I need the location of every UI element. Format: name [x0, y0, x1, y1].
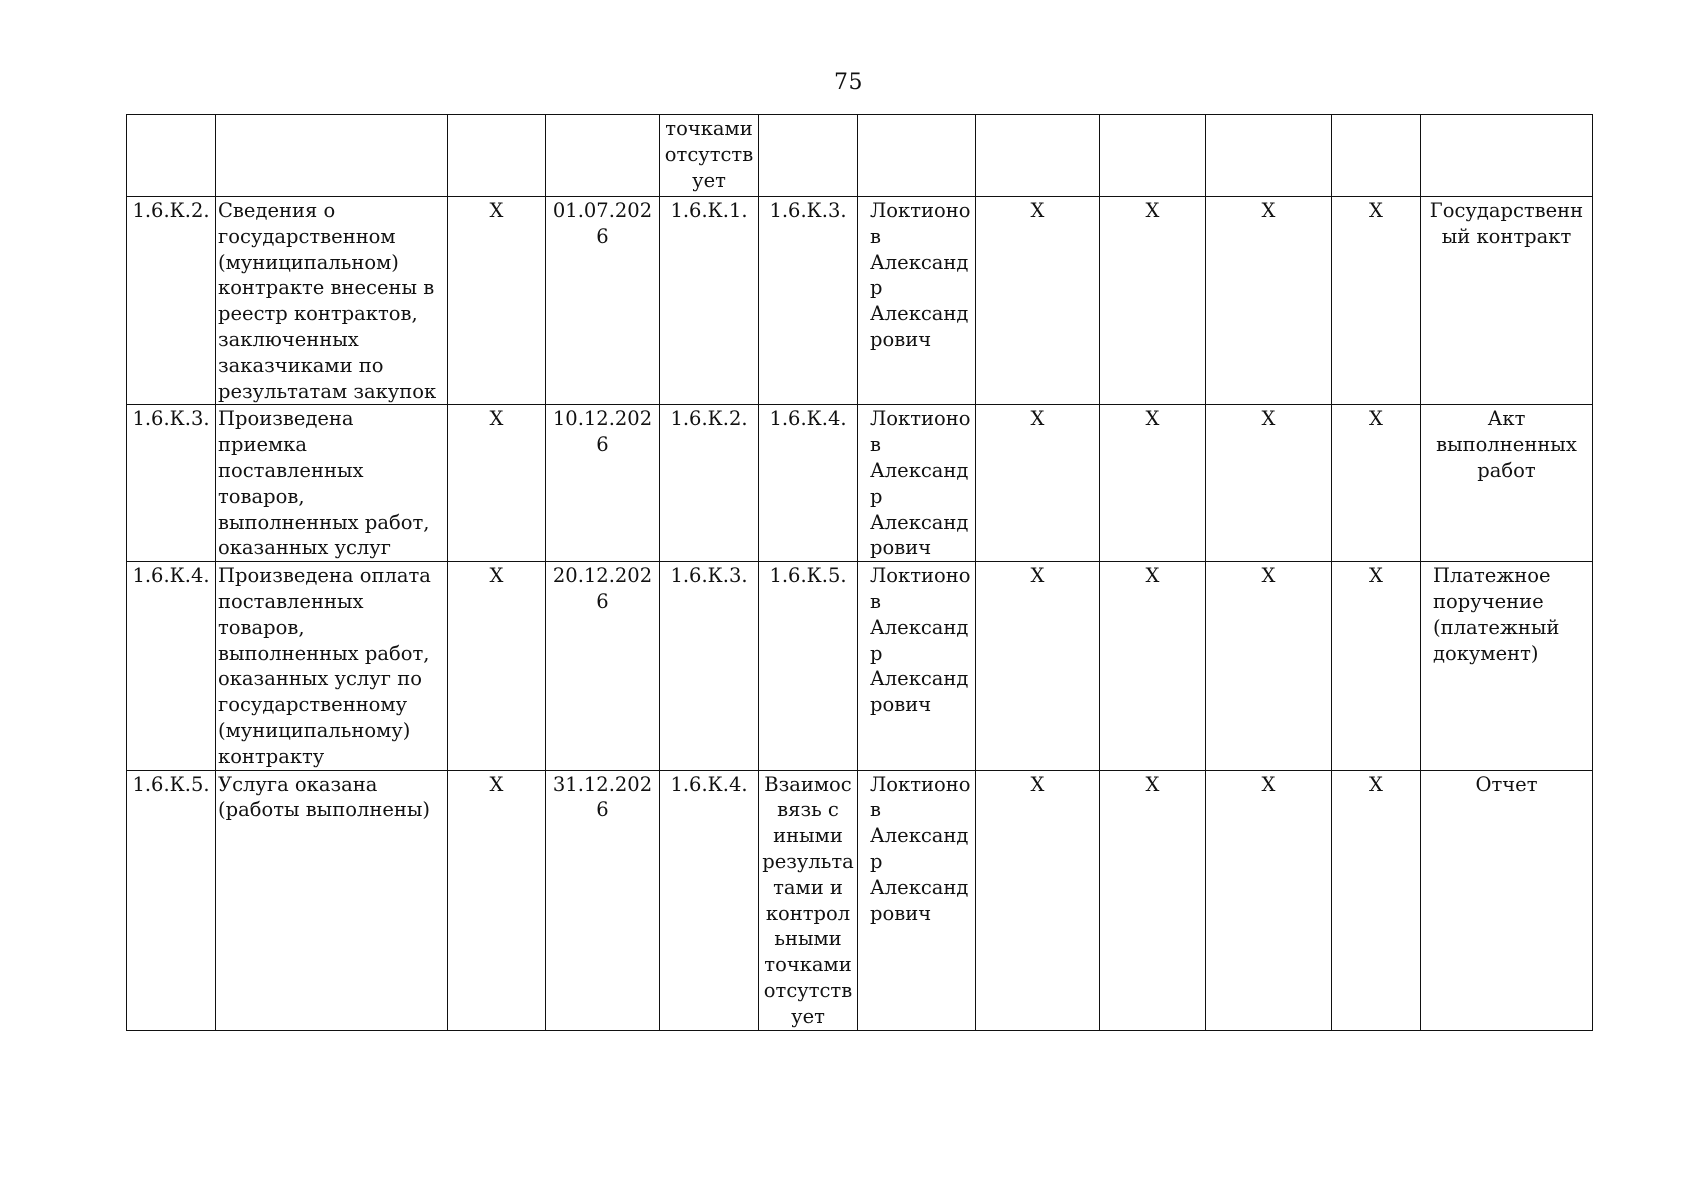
cell-empty: [448, 115, 546, 197]
x-mark-cell: X: [1100, 562, 1206, 770]
x-mark-cell: X: [1332, 405, 1421, 562]
description-cell: Сведения о государственном (муниципальном) контракте внесены в реестр контрактов, заключенных заказчиками по результатам закупок: [216, 197, 448, 405]
x-mark-cell: X: [1332, 197, 1421, 405]
document-cell: Отчет: [1421, 770, 1593, 1030]
predecessor-cell: 1.6.К.2.: [660, 405, 759, 562]
end-date-cell: 01.07.2026: [546, 197, 660, 405]
table-row: [127, 770, 1593, 1030]
x-mark-cell: X: [1332, 770, 1421, 1030]
code-cell: 1.6.К.5.: [127, 770, 216, 1030]
start-date-cell: X: [448, 405, 546, 562]
x-mark-cell: X: [976, 770, 1100, 1030]
control-points-table: [126, 114, 1593, 1031]
description-cell: Услуга оказана (работы выполнены): [216, 770, 448, 1030]
cell-empty: [1332, 115, 1421, 197]
x-mark-cell: X: [1332, 562, 1421, 770]
successor-cell: 1.6.К.4.: [759, 405, 858, 562]
x-mark-cell: X: [1100, 770, 1206, 1030]
end-date-cell: 20.12.2026: [546, 562, 660, 770]
table-row: [127, 405, 1593, 562]
responsible-cell: Локтионов Александр Александрович: [858, 197, 976, 405]
responsible-cell: Локтионов Александр Александрович: [858, 405, 976, 562]
cell-empty: [216, 115, 448, 197]
successor-cell: 1.6.К.3.: [759, 197, 858, 405]
table-row: [127, 562, 1593, 770]
x-mark-cell: X: [1206, 405, 1332, 562]
start-date-cell: X: [448, 562, 546, 770]
cell-empty: [1421, 115, 1593, 197]
document-cell: Государственный контракт: [1421, 197, 1593, 405]
table-row: [127, 197, 1593, 405]
cell-empty: [759, 115, 858, 197]
cell-empty: [976, 115, 1100, 197]
cell-empty: [1206, 115, 1332, 197]
description-cell: Произведена оплата поставленных товаров, выполненных работ, оказанных услуг по государственному (муниципальному) контракту: [216, 562, 448, 770]
page-number: 75: [834, 70, 863, 95]
code-cell: 1.6.К.2.: [127, 197, 216, 405]
description-cell: Произведена приемка поставленных товаров, выполненных работ, оказанных услуг: [216, 405, 448, 562]
continuation-row: [127, 115, 1593, 197]
start-date-cell: X: [448, 197, 546, 405]
x-mark-cell: X: [1100, 197, 1206, 405]
x-mark-cell: X: [976, 562, 1100, 770]
end-date-cell: 10.12.2026: [546, 405, 660, 562]
x-mark-cell: X: [1100, 405, 1206, 562]
document-cell: Платежное поручение (платежный документ): [1421, 562, 1593, 770]
x-mark-cell: X: [1206, 770, 1332, 1030]
cell-empty: [546, 115, 660, 197]
predecessor-cell: 1.6.К.1.: [660, 197, 759, 405]
predecessor-cell: точками отсутствует: [660, 115, 759, 197]
successor-cell: 1.6.К.5.: [759, 562, 858, 770]
responsible-cell: Локтионов Александр Александрович: [858, 770, 976, 1030]
x-mark-cell: X: [976, 405, 1100, 562]
responsible-cell: Локтионов Александр Александрович: [858, 562, 976, 770]
document-cell: Акт выполненных работ: [1421, 405, 1593, 562]
cell-empty: [1100, 115, 1206, 197]
cell-empty: [858, 115, 976, 197]
x-mark-cell: X: [1206, 562, 1332, 770]
predecessor-cell: 1.6.К.4.: [660, 770, 759, 1030]
code-cell: 1.6.К.4.: [127, 562, 216, 770]
successor-cell: Взаимосвязь с иными результатами и контрольными точками отсутствует: [759, 770, 858, 1030]
predecessor-cell: 1.6.К.3.: [660, 562, 759, 770]
cell-empty: [127, 115, 216, 197]
x-mark-cell: X: [976, 197, 1100, 405]
end-date-cell: 31.12.2026: [546, 770, 660, 1030]
code-cell: 1.6.К.3.: [127, 405, 216, 562]
x-mark-cell: X: [1206, 197, 1332, 405]
start-date-cell: X: [448, 770, 546, 1030]
